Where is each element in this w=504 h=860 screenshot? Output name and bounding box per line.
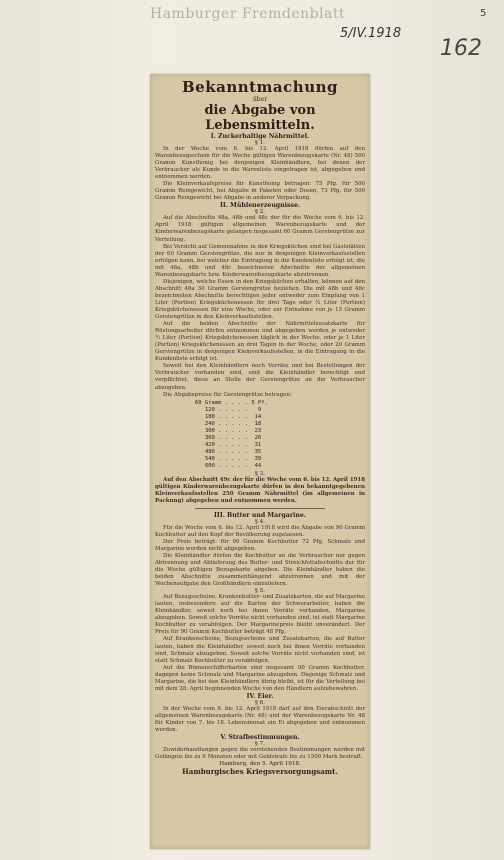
divider [195,508,325,509]
body-text: Der Preis beträgt: für 90 Gramm Kochbutter 72 Pfg. Schmalz und Margarine werden nicht abgegeben. [155,538,365,552]
body-text: Bei Verzicht auf Gemeinnahme in den Kriegsküchen sind bei Gaststätten der 60 Gramm Gerstengrütze, die nur in denjenigen Kleinverkaufsstellen erfolgen kann, bei welcher die Eintragung in die Kundenliste erfolgt ist, die mit 48a, 48b und 48c bezeichneten Abschnitte der allgemeinen Warenbezugskarte bzw. Kinderwarenbezugskarte abzutrennen. [155,243,365,278]
price-row: 420 . . . . . 31 [204,441,262,448]
issuing-office: Hamburgisches Kriegsversorgungsamt. [182,767,338,777]
price-row: 240 . . . . . 18 [204,420,262,427]
newspaper-clipping [150,74,370,849]
body-text: Soweit bei den Kleinhändlern noch Vorräte und bei Bestellungen der Verbraucher vorhanden sind, sind die Kleinhändler berechtigt und verpflichtet, diese an Stelle der Gerstengrütze an die Verbraucher abzugeben. [155,363,365,391]
section-heading: II. Mühlenerzeugnisse. [219,202,301,210]
price-row: 180 . . . . . 14 [204,413,262,420]
body-text: In der Woche vom 6. bis 12. April 1918 darf auf den Eierabschnitt der allgemeinen Warenbezugskarte (Nr. 48) und der Warenbezugskarte Nr. 48 für Kinder von 7. bis 18. Lebensmonat ein Ei abgegeben und entnommen werden. [155,705,365,733]
body-text: Die Kleinhändler dürfen die Kochbutter an die Verbraucher nur gegen Abtrennung und Ablieferung des Butter- und Streichfettabschnitts der für die Woche gültigen Bezugskarte abgeben. Die Kleinhändler haben die beiden Abschnitte zusammenhängend abzutrennen und mit der Wochenaufgabe den Großhändlern einzuliefern. [155,552,365,588]
paragraph-number: § 4. [255,518,265,525]
signature-line: Hamburg, den 5. April 1918. [219,761,301,768]
price-row: 480 . . . . . 35 [204,448,262,455]
price-row: 360 . . . . . 26 [204,434,262,441]
clipping-subtitle: die Abgabe von Lebensmitteln. [204,103,316,133]
body-text: Auf Bezugsscheine, Krankenbutter- und Zusatzkarten, die auf Margarine lauten, insbesondere auf die Karten der Schwerarbeiter, haben die Kleinhändler, soweit noch bei ihnen Vorräte vorhanden, Margarine abzugeben. Soweit solche Vorräte nicht vorhanden sind, ist statt Margarine Kochbutter zu verabfolgen. Der Margarinepreis bleibt unverändert. Der Preis für 90 Gramm Kochbutter beträgt 48 Pfg. [155,594,365,636]
body-text: In der Woche vom 6. bis 12. April 1918 dürfen auf den Warenbezugsschein für die Woche gültigen Warenbezugskarte (Nr. 48) 500 Gramm Kunsthonig bei denjenigen Kleinhändlern, bei denen der Verbraucher als Kunde in die Warenliste eingetragen ist, abgegeben und entnommen werden. [155,146,365,181]
paragraph-number: § 2. [255,209,265,216]
paragraph-number: § 5. [255,588,265,595]
body-text: Für die Woche vom 6. bis 12. April 1918 wird die Abgabe von 90 Gramm Kochbutter auf den Kopf der Bevölkerung zugelassen. [155,524,365,538]
folio-number: 162 [440,36,482,61]
page-number: 5 [480,8,487,19]
body-text: Die Abgabepreise für Gerstengrütze betragen: [163,391,292,398]
paragraph-number: § 7. [255,741,265,748]
paragraph-number: § 3. [255,470,265,477]
price-row: 540 . . . . . 39 [204,455,262,462]
price-table [195,400,365,470]
paragraph-number: § 1. [255,140,265,146]
price-row: 600 . . . . . 44 [204,462,262,469]
body-text: Auf die Binnenschifferkarten sind insgesamt 90 Gramm Kochbutter, dagegen keine Schmalz und Margarine abzugeben. Diejenige Schmalz und Margarine, die bei den Kleinhändlern übrig bleibt, ist für die Verteilung bei mit dem 28. April beginnenden Woche von den Händlern aufzubewahren. [155,664,365,692]
body-text: Zuwiderhandlungen gegen die vorstehenden Bestimmungen werden mit Gefängnis bis zu 6 Monaten oder mit Geldstrafe bis zu 1500 Mark bestraft. [155,747,365,761]
clipping-title: Bekanntmachung [181,78,338,96]
body-text: Auf den Abschnitt 49c der für die Woche vom 6. bis 12. April 1918 gültigen Kinderwarenbezugskarte dürfen in den bekanntgegebenen Kleinverkaufsstellen 250 Gramm Nährmittel (im allgemeinen in Packung) abgegeben und entnommen werden. [155,476,365,504]
body-text: Die Kleinverkaufspreise für Kunsthonig betragen: 75 Pfg. für 500 Gramm Reingewicht, bei Abgabe in Paketen oder Dosen, 73 Pfg. für 500 Gramm Reingewicht bei Abgabe in anderer Verpackung. [155,181,365,202]
source-stamp: Hamburger Fremdenblatt [150,6,346,22]
price-row: 60 Gramm . . . . 5 Pf. [195,399,268,406]
body-text: Auf die Abschnitte 48a, 48b und 48c der für die Woche vom 6. bis 12. April 1918 gültigen allgemeinen Warenbezugskarte und der Kinderwarenbezugskarte gelangen insgesamt 60 Gramm Gerstengrütze zur Verteilung. [155,215,365,243]
section-heading: IV. Eier. [246,692,274,700]
section-heading: I. Zuckerhaltige Nährmittel. [210,133,310,140]
section-heading: III. Butter und Margarine. [214,511,306,519]
body-text: Diejenigen, welche Essen in den Kriegsküchen erhalten, können auf den Abschnitt 48a 30 Gramm Gerstengrütze beziehen. Die mit 48b und 48c bezeichneten Abschnitte berechtigen jeder entweder zum Empfang von 1 Liter (Portion) Kriegsküchenessen für drei Tage oder ¼ Liter (Portion) Kriegsküchenessen für eine Woche, oder zur Entnahme von je 15 Gramm Gerstengrütze in den Kleinverkaufsstellen. [155,278,365,321]
section-heading: V. Strafbestimmungen. [220,734,300,742]
price-row: 300 . . . . . 23 [204,427,262,434]
body-text: Auf die beiden Abschnitte der Nährmittelzusatzkarte für Rüstungsarbeiter dürfen entnommen und abgegeben werden je entweder ½ Liter (Portion) Kriegsküchenessen täglich in der Woche, oder je 1 Liter (Portion) Kriegsküchenessen an drei Tagen in der Woche, oder 20 Gramm Gerstengrütze in denjenigen Kleinverkaufsstellen, in die Eintragung in die Kundenliste erfolgt ist. [155,321,365,363]
paragraph-number: § 6. [255,699,265,706]
date-note: 5/IV.1918 [340,26,402,41]
clipping-uber: über [252,96,268,103]
price-row: 120 . . . . . 9 [204,406,262,413]
body-text: Auf Krankenscheine, Bezugsscheine und Zusatzkarten, die auf Butter lauten, haben die Kleinhändler, soweit noch bei ihnen Vorräte vorhanden sind, Schmalz abzugeben. Soweit solche Vorräte nicht vorhanden sind, ist statt Schmalz Kochbutter zu verabfolgen. [155,636,365,664]
